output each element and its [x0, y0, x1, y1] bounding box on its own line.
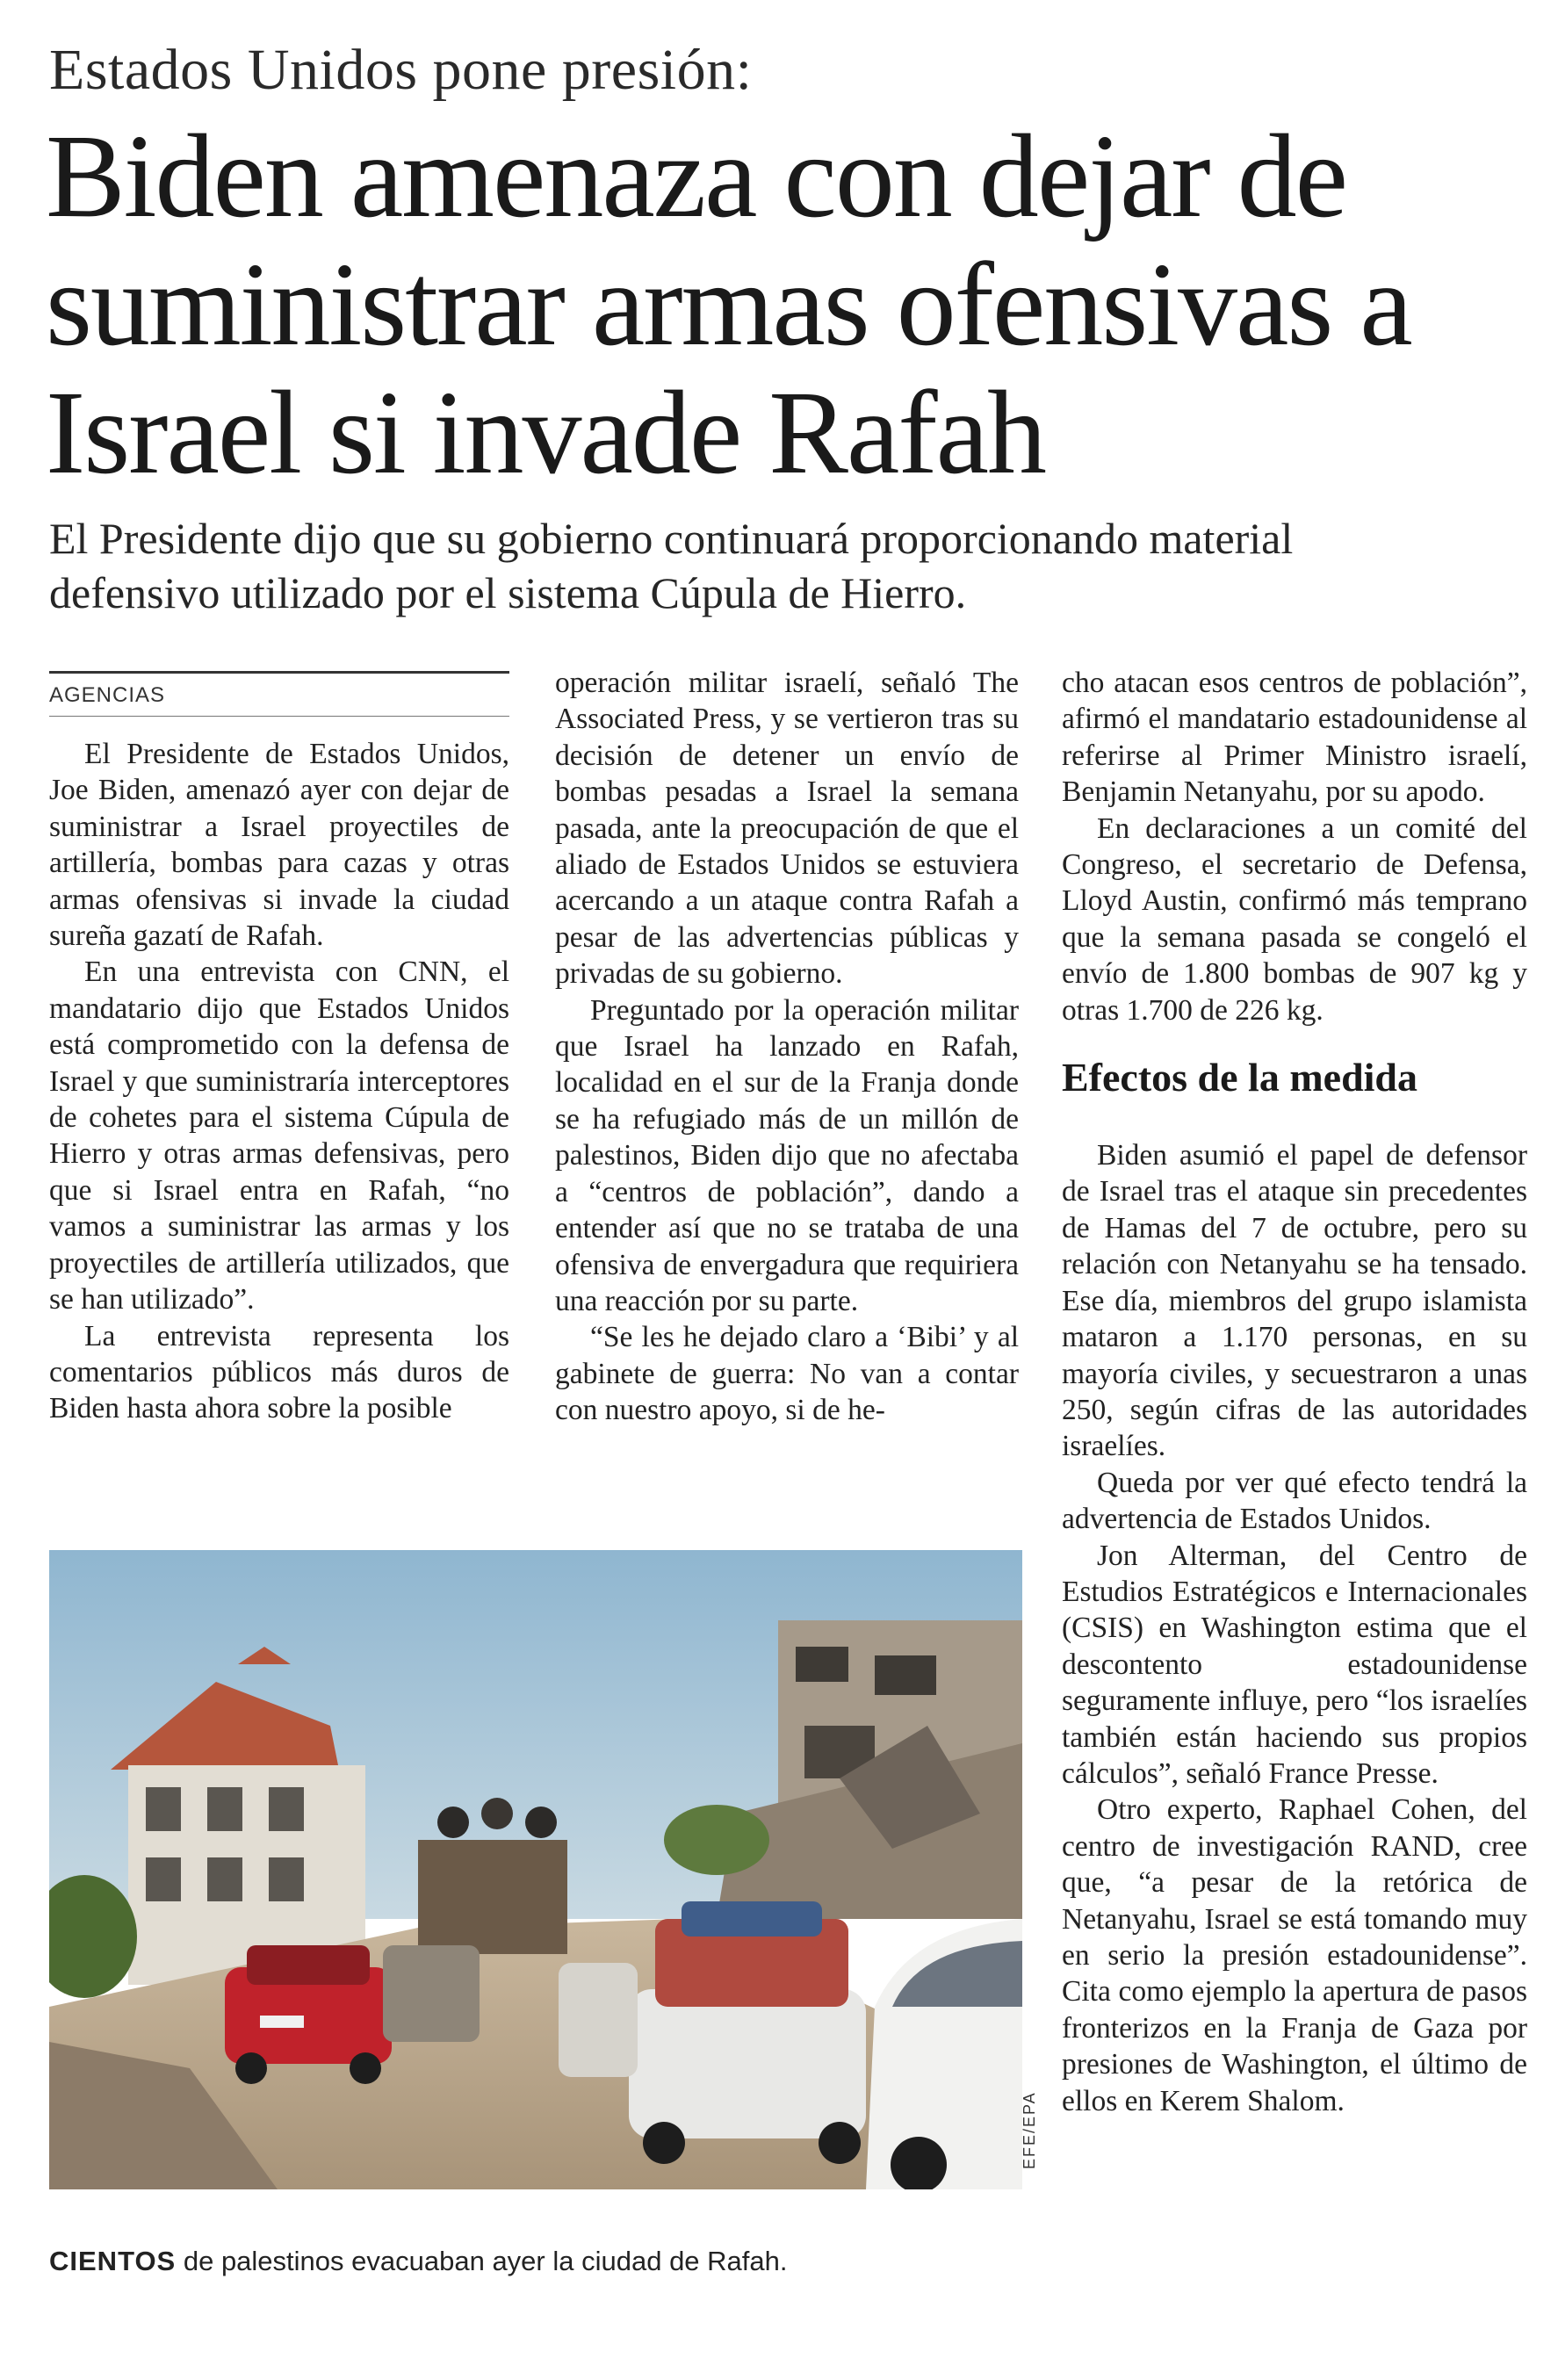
photo-illustration [49, 1550, 1022, 2189]
headline: Biden amenaza con dejar de suministrar armas ofensivas a Israel si invade Rafah [46, 111, 1411, 499]
column-1 [49, 736, 509, 1427]
vehicle [559, 1963, 638, 2077]
byline-rule-bottom [49, 716, 509, 717]
photo-caption [49, 2246, 788, 2277]
column-2 [555, 665, 1019, 1429]
paragraph: operación militar israelí, señaló The Associated Press, y se vertieron tras su decisión de detener un envío de bombas pesadas a Israel la semana pasada, ante la preocupación de que el aliado de Estados Unidos se estuviera acercando a un ataque contra Rafah a pesar de las advertencias públicas y privadas de su gobierno. [555, 667, 1019, 991]
cart [418, 1798, 567, 1954]
subhead: Efectos de la medida [1062, 1055, 1418, 1100]
paragraph: Biden asumió el papel de defensor de Israel tras el ataque sin precedentes de Hamas del 7 de octubre, pero su relación con Netanyahu se ha tensado. Ese día, miembros del grupo islamista mataron a 1.170 personas, en su mayoría civiles, y secuestraron a unas 250, según cifras de las autoridades israelíes. [1062, 1139, 1527, 1463]
caption-lead: CIENTOS [49, 2246, 177, 2276]
column-3 [1062, 665, 1527, 2119]
vehicle [383, 1945, 480, 2042]
tree [664, 1805, 769, 1875]
paragraph: cho atacan esos centros de población”, afirmó el mandatario estadounidense al referirse al Primer Ministro israelí, Benjamin Netanyahu, por su apodo. [1062, 667, 1527, 809]
paragraph: La entrevista representa los comentarios públicos más duros de Biden hasta ahora sobre la posible [49, 1319, 509, 1425]
deck: El Presidente dijo que su gobierno continuará proporcionando material defensivo utilizado por el sistema Cúpula de Hierro. [49, 514, 1294, 617]
byline: AGENCIAS [49, 683, 166, 707]
byline-rule-top [49, 671, 509, 674]
caption-text: de palestinos evacuaban ayer la ciudad de Rafah. [176, 2246, 788, 2276]
paragraph: En una entrevista con CNN, el mandatario dijo que Estados Unidos está comprometido con la defensa de Israel y que suministraría interceptores de cohetes para el sistema Cúpula de Hierro y otras armas defensivas, pero que si Israel entra en Rafah, “no vamos a suministrar las armas y los proyectiles de artillería utilizados, que se han utilizado”. [49, 956, 509, 1316]
paragraph: El Presidente de Estados Unidos, Joe Biden, amenazó ayer con dejar de suministrar a Israel proyectiles de artillería, bombas para cazas y otras armas ofensivas si invade la ciudad sureña gazatí de Rafah. [49, 738, 509, 953]
paragraph: En declaraciones a un comité del Congreso, el secretario de Defensa, Lloyd Austin, confirmó más temprano que la semana pasada se congeló el envío de 1.800 bombas de 907 kg y otras 1.700 de 226 kg. [1062, 811, 1527, 1027]
paragraph: Preguntado por la operación militar que Israel ha lanzado en Rafah, localidad en el sur de la Franja donde se ha refugiado más de un millón de palestinos, Biden dijo que no afectaba a “centros de población”, dando a entender así que no se trataba de una ofensiva de envergadura que requiriera una reacción por su parte. [555, 993, 1019, 1317]
paragraph: Jon Alterman, del Centro de Estudios Estratégicos e Internacionales (CSIS) en Washington estima que el descontento estadounidense seguramente influye, pero “los israelíes también están haciendo sus propios cálculos”, señaló France Presse. [1062, 1539, 1527, 1790]
photo-credit: EFE/EPA [1021, 2091, 1038, 2169]
loaded-car [629, 1901, 866, 2164]
news-photo [49, 1550, 1022, 2189]
kicker: Estados Unidos pone presión: [49, 38, 753, 102]
white-car [866, 1919, 1022, 2189]
paragraph: Queda por ver qué efecto tendrá la advertencia de Estados Unidos. [1062, 1466, 1527, 1536]
paragraph: “Se les he dejado claro a ‘Bibi’ y al gabinete de guerra: No van a contar con nuestro apoyo, si de he- [555, 1321, 1019, 1427]
red-car [225, 1945, 392, 2084]
paragraph: Otro experto, Raphael Cohen, del centro de investigación RAND, cree que, “a pesar de la retórica de Netanyahu, Israel se está tomando muy en serio la presión estadounidense”. Cita como ejemplo la apertura de pasos fronterizos en la Franja de Gaza por presiones de Washington, el último de ellos en Kerem Shalom. [1062, 1793, 1527, 2117]
